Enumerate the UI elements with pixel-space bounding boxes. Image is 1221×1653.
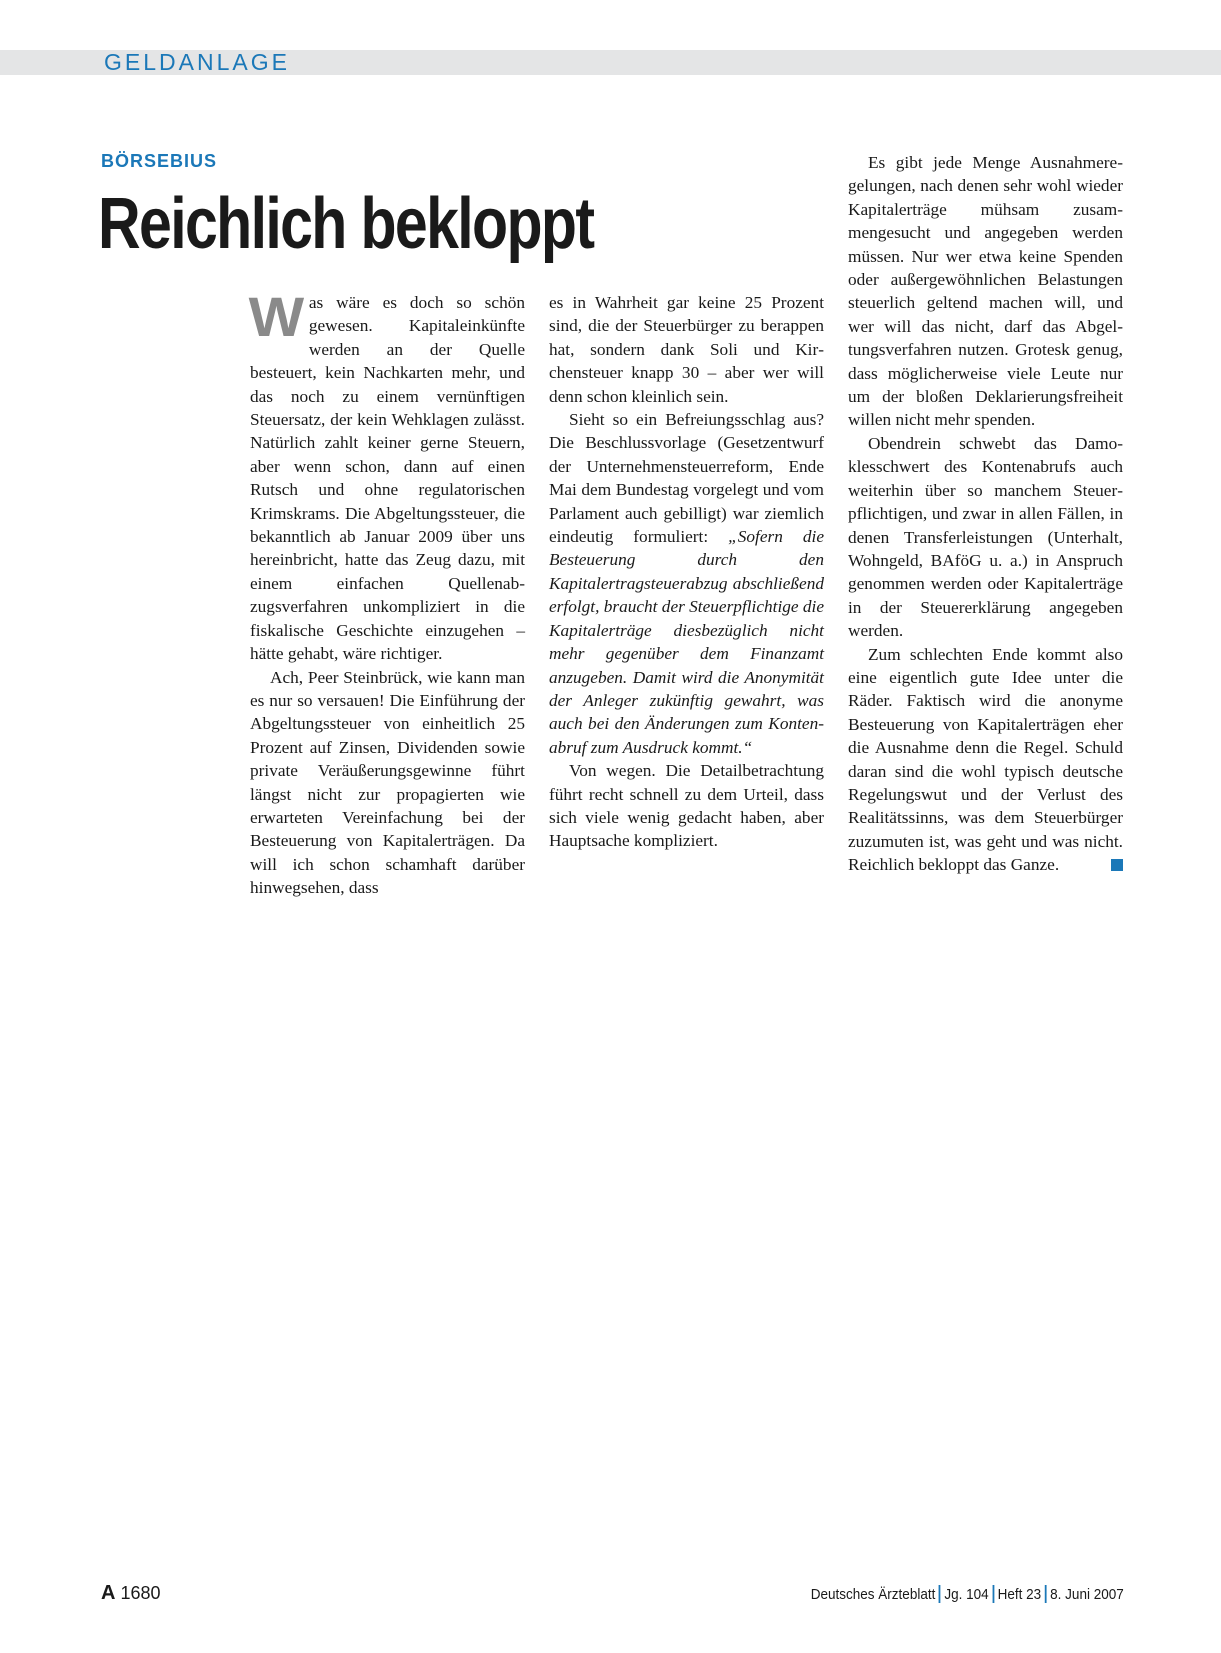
quote-text: „Sofern die Besteuerung durch den Kapitalertragsteuerabzug abschließend erfolgt, braucht der Steuerpflichtige die Kapitalerträge diesbezüglich nicht mehr gegenüber dem Finanzamt anzugeben. Damit wird die Anonymität der Anleger zukünftig gewahrt, was auch bei den Änderungen zum Kontenabruf zum Ausdruck kommt.“ bbox=[549, 527, 825, 757]
separator bbox=[939, 1585, 941, 1603]
issue: Heft 23 bbox=[997, 1586, 1042, 1603]
paragraph: Von wegen. Die Detailbetrachtung führt recht schnell zu dem Urteil, dass sich viele wenig gedacht haben, aber Hauptsache kompliziert. bbox=[549, 761, 824, 851]
article-column-1 bbox=[248, 285, 525, 900]
paragraph bbox=[549, 408, 824, 759]
paragraph-text: Zum schlechten Ende kommt also eine eigentlich gute Idee unter die Räder. Faktisch wird die anonyme Besteuerung von Kapitalerträgen eher die Ausnahme denn die Regel. Schuld daran sind die wohl typisch deutsche Regelungswut und der Verlust des Realitätssinns, was dem Steuerbürger zuzumuten ist, was geht und was nicht. Reichlich bekloppt das Ganze. bbox=[848, 644, 1123, 875]
page-number bbox=[101, 1582, 161, 1605]
page-prefix: A bbox=[101, 1582, 116, 1604]
dropcap: W bbox=[248, 285, 305, 348]
paragraph: Ach, Peer Steinbrück, wie kann man es nur so versauen! Die Einführung der Abgeltungssteuer von einheitlich 25 Prozent auf Zinsen, Dividenden sowie private Veräußerungsgewinne führt längst nicht zur propagierten wie erwarteten Vereinfachung bei der Besteuerung von Kapitalerträgen. Da will ich schon schamhaft darüber hinwegsehen, dass bbox=[250, 667, 525, 898]
article-kicker: BÖRSEBIUS bbox=[101, 151, 218, 171]
end-mark-icon bbox=[1111, 859, 1123, 871]
separator bbox=[993, 1585, 995, 1603]
section-label: GELDANLAGE bbox=[104, 49, 290, 75]
article-title: Reichlich bekloppt bbox=[98, 184, 594, 264]
article-column-3 bbox=[848, 151, 1123, 877]
paragraph bbox=[848, 643, 1123, 877]
paragraph-text: Sieht so ein Befreiungsschlag aus? Die Beschlussvorlage (Gesetzentwurf der Unternehmensteuerreform, Ende Mai dem Bundestag vorgelegt und vom Parlament auch gebilligt) war ziemlich eindeutig formuliert: bbox=[549, 410, 824, 547]
journal-name: Deutsches Ärzteblatt bbox=[811, 1586, 936, 1603]
paragraph: Es gibt jede Menge Ausnahmeregelungen, nach denen sehr wohl wieder Kapitalerträge mühsam zusammengesucht und angegeben werden müssen. Nur wer etwa keine Spenden oder außergewöhnlichen Belastungen steuerlich geltend machen will, und wer will das nicht, darf das Abgeltungsverfahren nutzen. Grotesk genug, dass möglicherweise viele Leute nur um der bloßen Deklarierungsfreiheit willen nicht mehr spenden. bbox=[848, 153, 1123, 430]
date: 8. Juni 2007 bbox=[1050, 1586, 1124, 1603]
paragraph: Obendrein schwebt das Damoklesschwert des Kontenabrufs auch weiterhin über so manchem Steuerpflichtigen, und zwar in allen Fällen, in denen Transferleistungen (Unterhalt, Wohngeld, BAföG u. a.) in Anspruch genommen werden oder Kapitalerträge in der Steuererklärung angegeben werden. bbox=[848, 433, 1123, 641]
paragraph-text: as wäre es doch so schön gewesen. Kapitaleinkünfte werden an der Quelle besteuert, kein Nachkarten mehr, und das noch zu einem vernünftigen Steuersatz, der kein Wehklagen zulässt. Natürlich zahlt keiner gerne Steuern, aber wenn schon, dann auf einen Rutsch und ohne regulatorischen Krimskrams. Die Abgeltungssteuer, die bekanntlich ab Januar 2009 über uns hereinbricht, hatte das Zeug dazu, mit einem einfachen Quellenabzugsverfahren unkompliziert in die fiskalische Geschichte einzugehen – hätte gehabt, wäre richtiger. bbox=[250, 293, 525, 664]
paragraph bbox=[248, 285, 525, 666]
footer-info bbox=[811, 1585, 1124, 1603]
article-column-2 bbox=[549, 291, 824, 853]
page-number-value: 1680 bbox=[120, 1583, 161, 1603]
separator bbox=[1045, 1585, 1047, 1603]
paragraph: es in Wahrheit gar keine 25 Prozent sind, die der Steuerbürger zu berappen hat, sondern dank Soli und Kirchensteuer knapp 30 – aber wer will denn schon kleinlich sein. bbox=[549, 293, 824, 406]
volume: Jg. 104 bbox=[944, 1586, 989, 1603]
